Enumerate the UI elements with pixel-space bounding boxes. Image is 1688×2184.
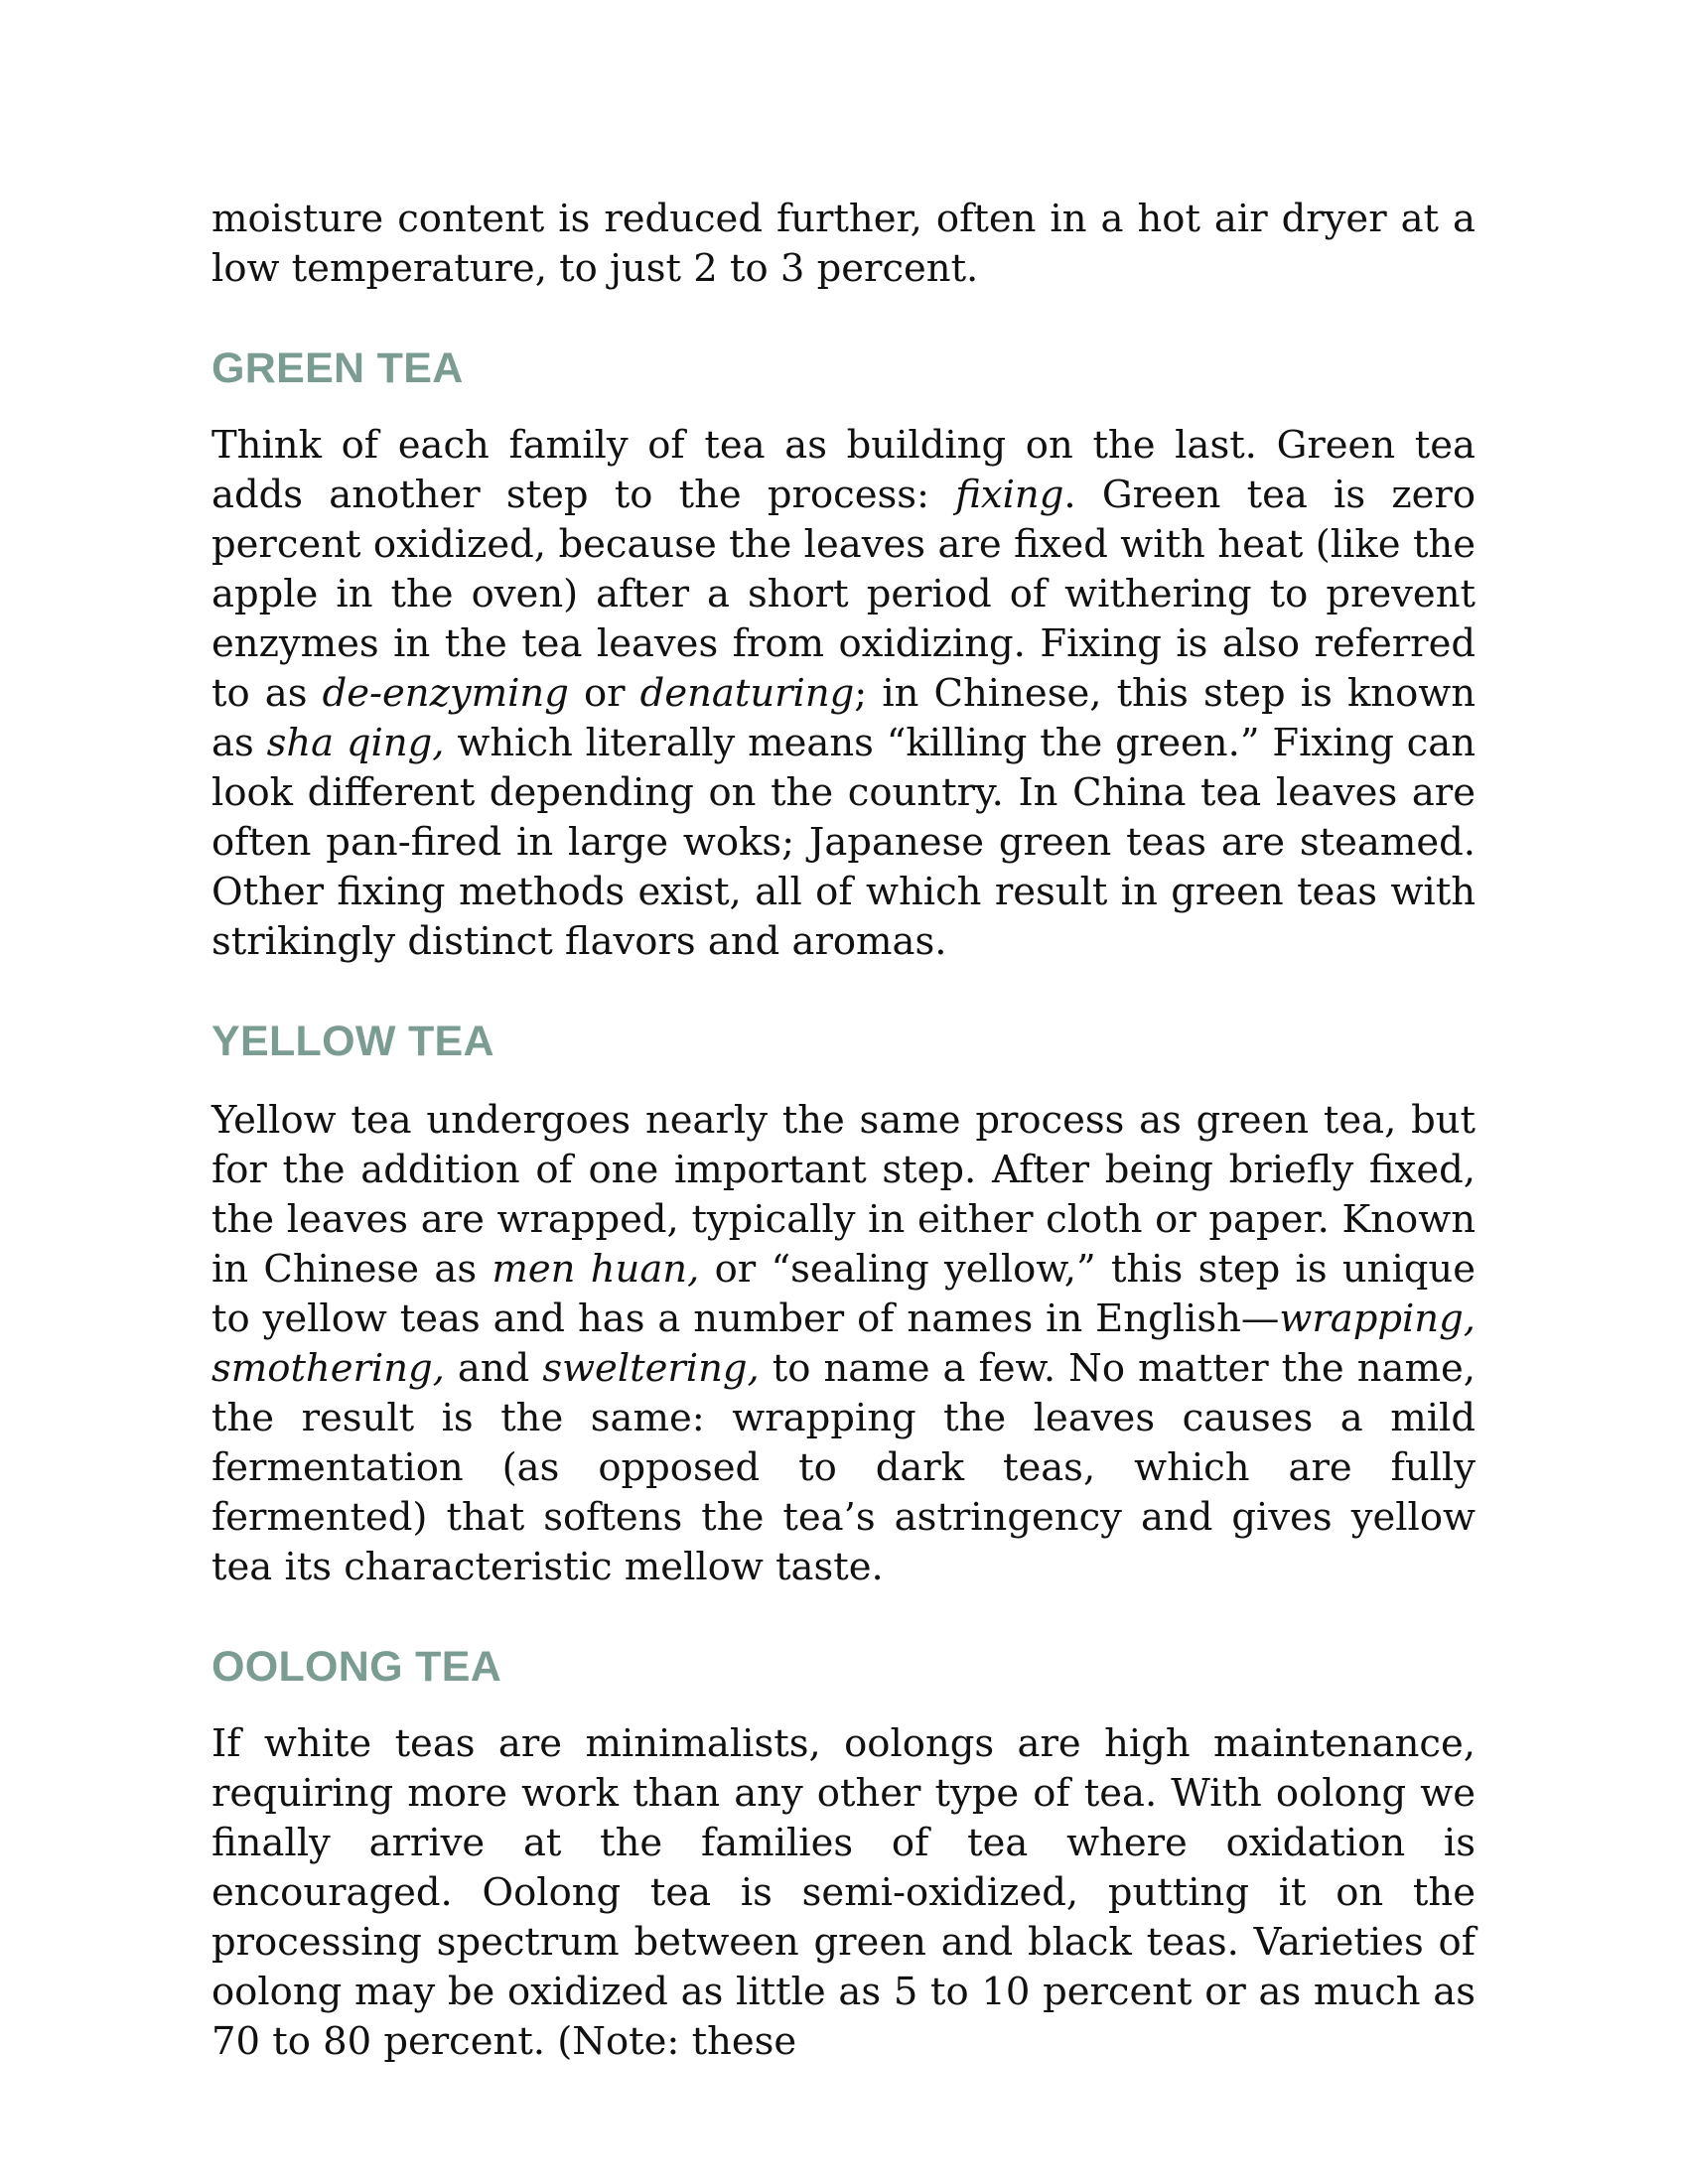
intro-paragraph	[211, 195, 1476, 294]
italic-term: smothering,	[211, 1346, 445, 1391]
text-run: If white teas are minimalists, oolongs are high maintenance, requiring more work than any other type of tea. With oolong we finally arrive at the families of tea where oxidation is encouraged. Oolong tea is semi-oxidized, putting it on the processing spectrum between green and black teas. Varieties of oolong may be oxidized as little as 5 to 10 percent or as much as 70 to 80 percent. (Note: these	[211, 1721, 1476, 2064]
green-tea-paragraph	[211, 421, 1476, 967]
text-run: Think of each family of tea as building on the last. Green tea adds another step to the process:	[211, 423, 1476, 517]
italic-term: sweltering,	[542, 1346, 760, 1391]
italic-term: sha qing,	[266, 721, 445, 765]
text-run: or	[568, 671, 640, 716]
text-run: . Green tea is zero percent oxidized, because the leaves are fixed with heat (like the apple in the oven) after a short period of withering to prevent enzymes in the tea leaves from oxidizing. Fixing is also referred to as	[211, 473, 1477, 716]
oolong-tea-paragraph	[211, 1719, 1476, 2067]
italic-term: de-enzyming	[322, 671, 569, 716]
section-heading-green-tea: GREEN TEA	[211, 344, 464, 392]
text-run: which literally means “killing the green.” Fixing can look different depending on the country. In China tea leaves are often pan-fired in large woks; Japanese green teas are steamed. Other fixing methods exist, all of which result in green teas with strikingly distinct flavors and aromas.	[211, 721, 1476, 964]
italic-term: wrapping,	[1279, 1297, 1476, 1341]
book-page	[211, 195, 1476, 2067]
italic-term: fixing	[955, 473, 1064, 517]
yellow-tea-paragraph	[211, 1096, 1476, 1592]
text-run: ; in Chinese, this step is known as	[211, 671, 1476, 765]
italic-term: men huan,	[492, 1247, 700, 1292]
intro-text: moisture content is reduced further, often in a hot air dryer at a low temperature, to just 2 to 3 percent.	[211, 197, 1476, 291]
text-run: to name a few. No matter the name, the result is the same: wrapping the leaves causes a mild fermentation (as opposed to dark teas, which are fully fermented) that softens the tea’s astringency and gives yellow tea its characteristic mellow taste.	[211, 1346, 1476, 1589]
text-run: or “sealing yellow,” this step is unique to yellow teas and has a number of names in English—	[211, 1247, 1476, 1341]
italic-term: denaturing	[639, 671, 855, 716]
section-heading-oolong-tea: OOLONG TEA	[211, 1643, 502, 1691]
text-run: and	[444, 1346, 543, 1391]
section-heading-yellow-tea: YELLOW TEA	[211, 1018, 494, 1065]
text-run: Yellow tea undergoes nearly the same process as green tea, but for the addition of one important step. After being briefly fixed, the leaves are wrapped, typically in either cloth or paper. Known in Chinese as	[211, 1098, 1476, 1292]
